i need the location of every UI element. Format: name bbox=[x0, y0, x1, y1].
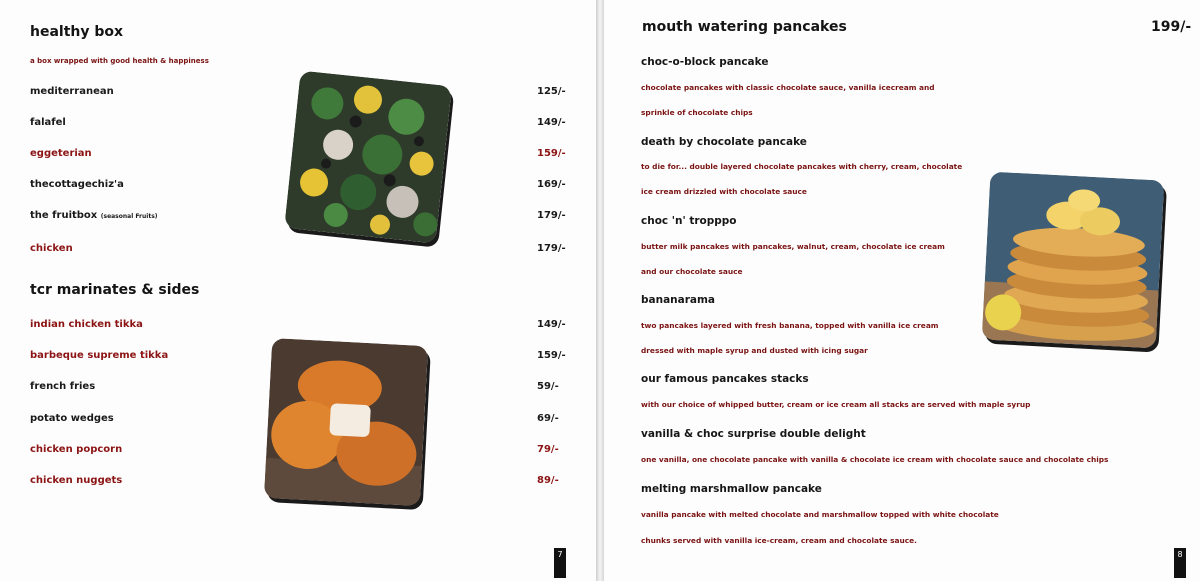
menu-item-name: french fries bbox=[30, 381, 96, 392]
menu-item-name: chicken nuggets bbox=[30, 475, 123, 486]
pancake-item-desc: to die for... double layered chocolate pancakes with cherry, cream, chocolate bbox=[641, 162, 963, 171]
menu-item-name: barbeque supreme tikka bbox=[30, 350, 169, 361]
menu-item-name: thecottagechiz'a bbox=[30, 179, 124, 190]
pancake-stack-photo bbox=[982, 172, 1165, 349]
pancake-item-name: death by chocolate pancake bbox=[641, 136, 807, 148]
menu-item-name: mediterranean bbox=[30, 86, 114, 97]
pancake-item-desc: chunks served with vanilla ice-cream, cream and chocolate sauce. bbox=[641, 536, 917, 545]
page-number: 8 bbox=[1174, 548, 1186, 578]
page-number: 7 bbox=[554, 548, 566, 578]
salad-photo bbox=[284, 70, 452, 243]
pancake-item-desc: chocolate pancakes with classic chocolate sauce, vanilla icecream and bbox=[641, 83, 935, 92]
menu-item-name: indian chicken tikka bbox=[30, 319, 143, 330]
healthy-box-title: healthy box bbox=[30, 24, 124, 40]
menu-item-price: 79/- bbox=[537, 444, 559, 455]
menu-item-note: (seasonal Fruits) bbox=[100, 213, 158, 220]
pancake-item-desc: and our chocolate sauce bbox=[641, 267, 743, 276]
menu-item-price: 89/- bbox=[537, 475, 559, 486]
menu-item-price: 159/- bbox=[537, 148, 566, 159]
menu-item-price: 125/- bbox=[537, 86, 566, 97]
pancake-item-desc: dressed with maple syrup and dusted with icing sugar bbox=[641, 346, 868, 355]
pancake-item-name: melting marshmallow pancake bbox=[641, 483, 822, 495]
menu-item-price: 169/- bbox=[537, 179, 566, 190]
menu-item-name: chicken bbox=[30, 243, 73, 254]
menu-item-name: eggeterian bbox=[30, 148, 92, 159]
menu-item-price: 149/- bbox=[537, 319, 566, 330]
menu-item-name: potato wedges bbox=[30, 413, 114, 424]
pancakes-price: 199/- bbox=[1151, 19, 1192, 35]
book-spine bbox=[596, 0, 604, 581]
menu-page-left bbox=[0, 0, 596, 581]
pancake-item-name: our famous pancakes stacks bbox=[641, 373, 809, 385]
menu-item-price: 149/- bbox=[537, 117, 566, 128]
pancake-item-desc: vanilla pancake with melted chocolate and marshmallow topped with white chocolate bbox=[641, 510, 999, 519]
pancake-item-desc: sprinkle of chocolate chips bbox=[641, 108, 753, 117]
pancakes-title: mouth watering pancakes bbox=[642, 19, 847, 35]
menu-item-price: 69/- bbox=[537, 413, 559, 424]
pancake-item-desc: ice cream drizzled with chocolate sauce bbox=[641, 187, 807, 196]
pancake-item-name: bananarama bbox=[641, 294, 716, 306]
pancake-item-name: choc-o-block pancake bbox=[641, 56, 769, 68]
healthy-box-tagline: a box wrapped with good health & happiness bbox=[30, 57, 209, 65]
marinates-title: tcr marinates & sides bbox=[30, 282, 200, 298]
menu-item-name: chicken popcorn bbox=[30, 444, 123, 455]
pancake-item-desc: one vanilla, one chocolate pancake with vanilla & chocolate ice cream with chocolate sauce and chocolate chips bbox=[641, 455, 1109, 464]
menu-item-name: falafel bbox=[30, 117, 66, 128]
pancake-item-desc: butter milk pancakes with pancakes, walnut, cream, chocolate ice cream bbox=[641, 242, 945, 251]
pancake-item-desc: two pancakes layered with fresh banana, topped with vanilla ice cream bbox=[641, 321, 939, 330]
menu-item-price: 159/- bbox=[537, 350, 566, 361]
menu-item-price: 59/- bbox=[537, 381, 559, 392]
pancake-item-name: vanilla & choc surprise double delight bbox=[641, 428, 866, 440]
pancake-item-name: choc 'n' tropppo bbox=[641, 215, 737, 227]
menu-page-right bbox=[604, 0, 1200, 581]
chicken-nuggets-photo bbox=[264, 338, 428, 506]
menu-item-name: the fruitbox (seasonal Fruits) bbox=[30, 210, 158, 221]
menu-item-price: 179/- bbox=[537, 210, 566, 221]
menu-item-price: 179/- bbox=[537, 243, 566, 254]
pancake-item-desc: with our choice of whipped butter, cream or ice cream all stacks are served with maple syrup bbox=[641, 400, 1031, 409]
